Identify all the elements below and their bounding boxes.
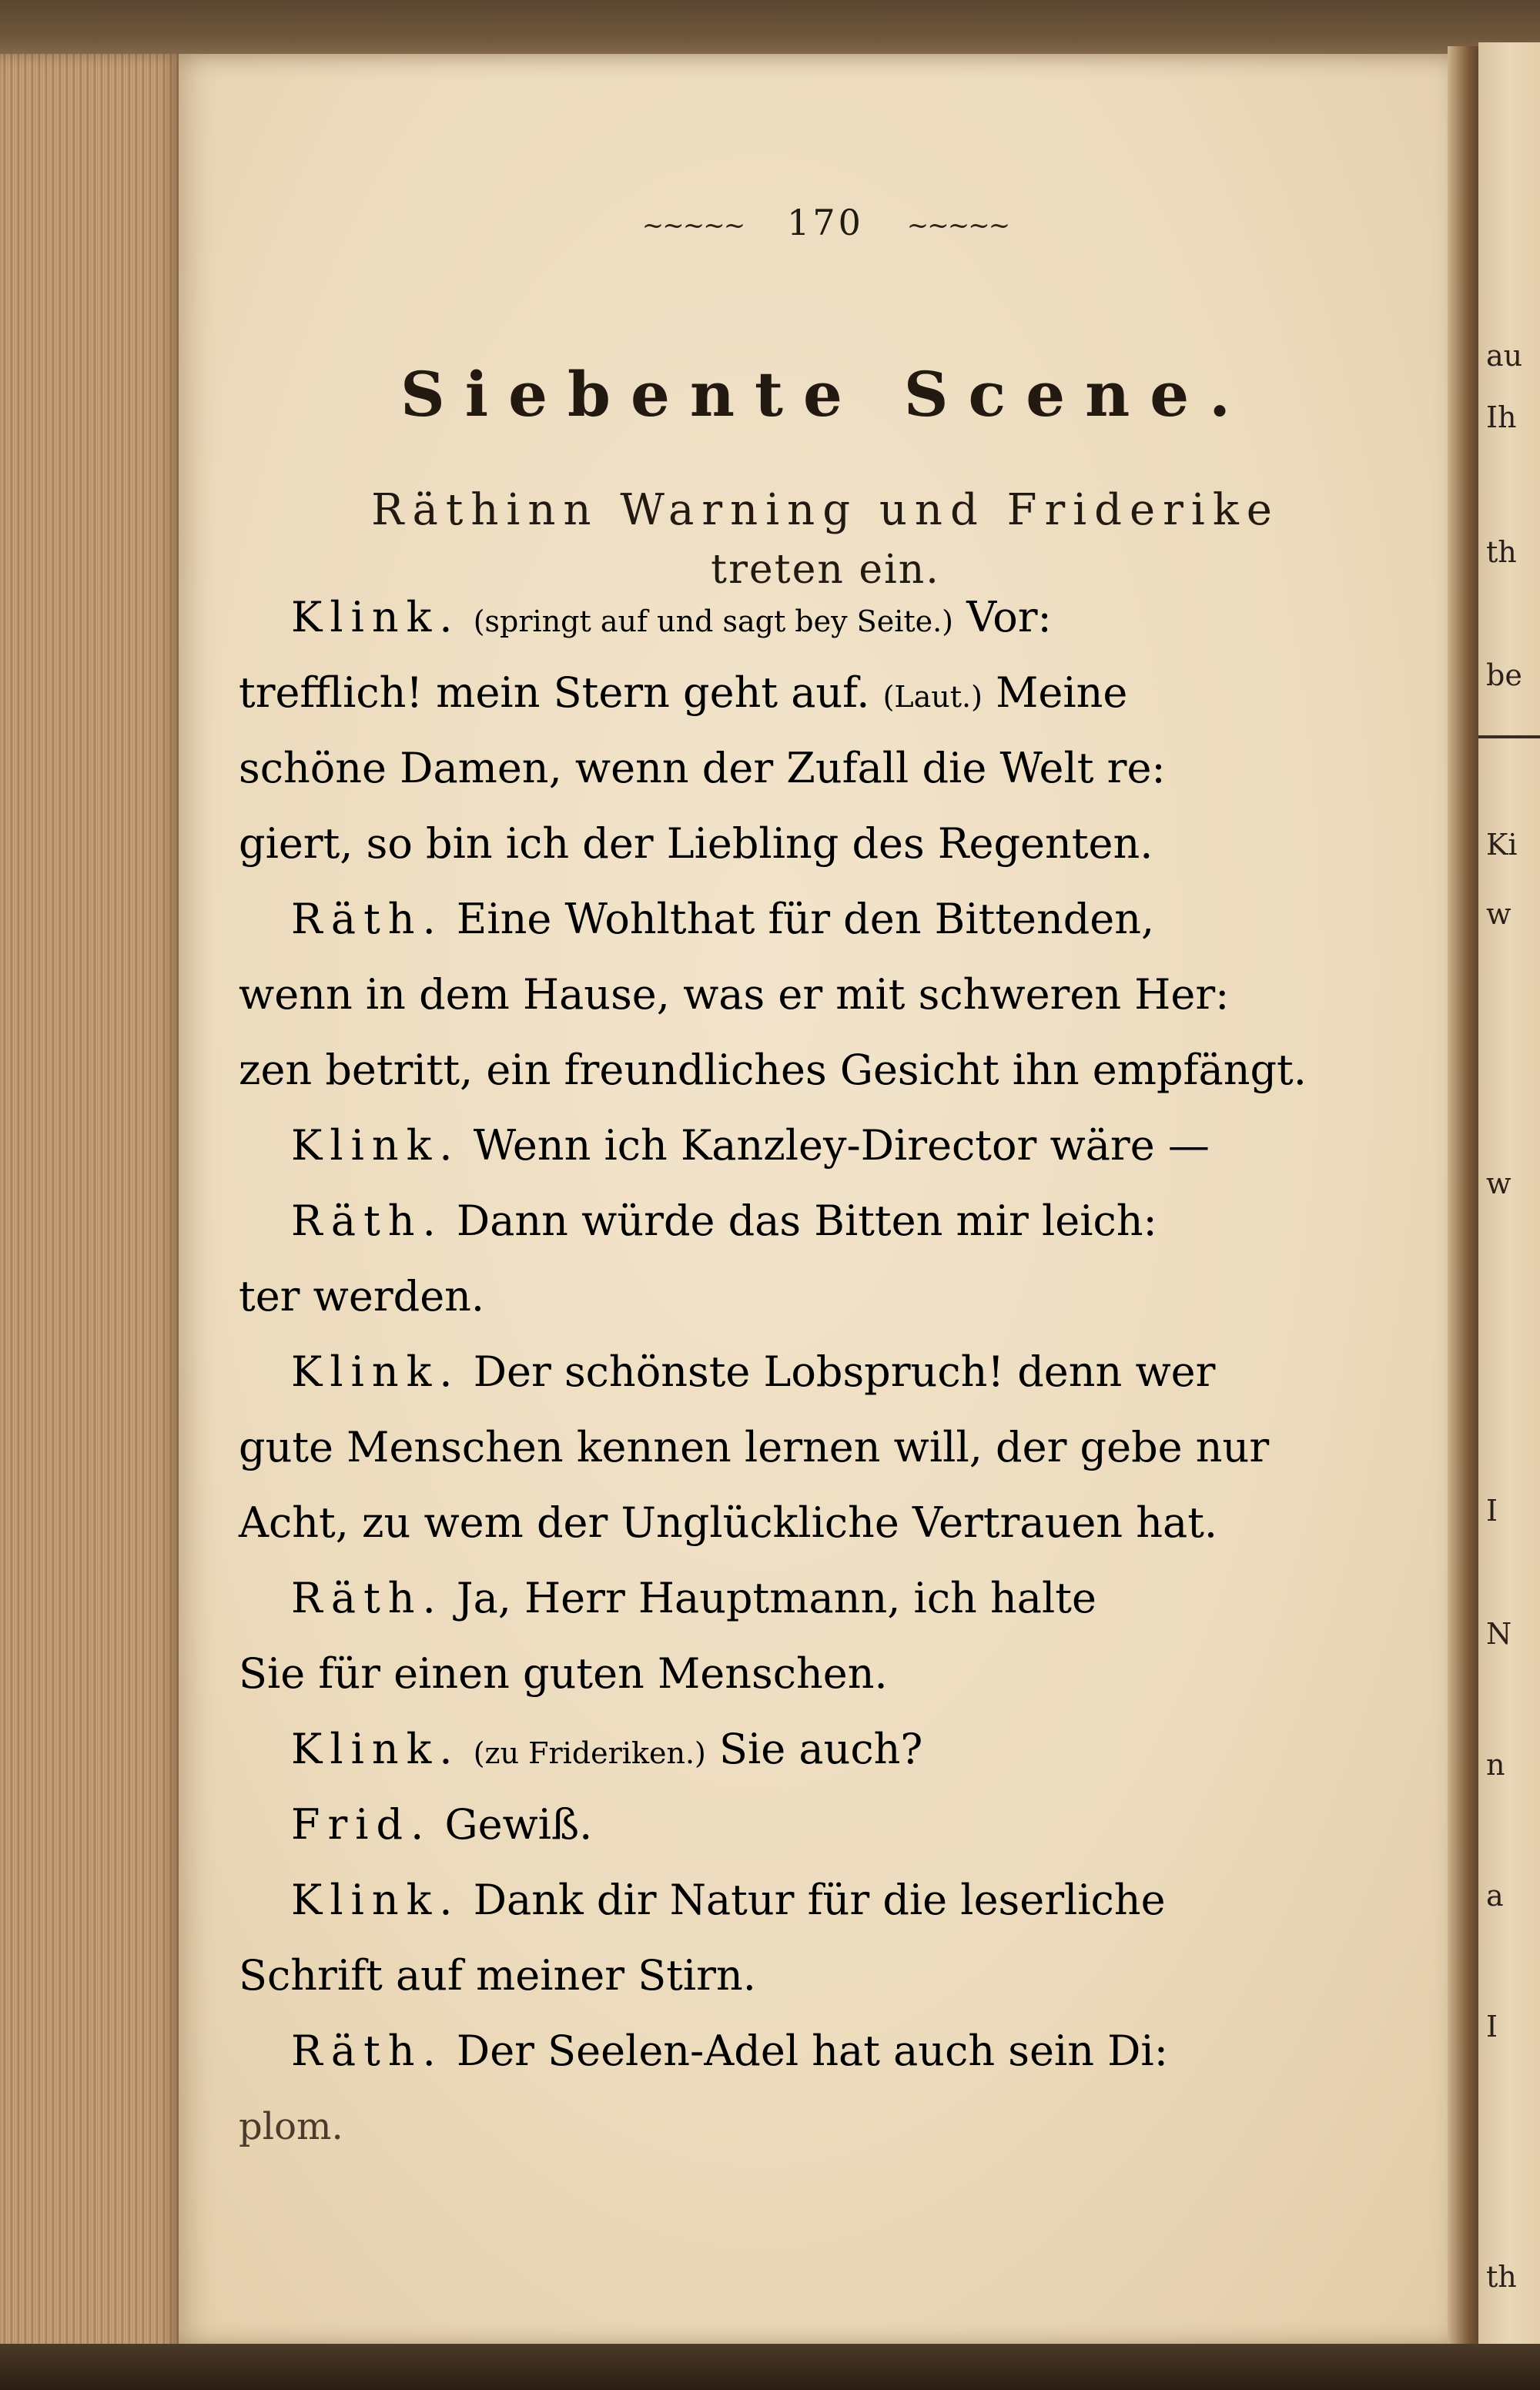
- ornament-right: ~~~~~: [906, 210, 1009, 241]
- facing-page-edge: [1478, 42, 1540, 2352]
- facing-page-fragment: th: [1486, 535, 1517, 569]
- text-line: zen betritt, ein freundliches Gesicht ihn empfängt.: [239, 1046, 1307, 1094]
- stage-direction-line-1: Räthinn Warning und Friderike: [371, 485, 1280, 535]
- text-line: [291, 1800, 592, 1849]
- text-line: Sie für einen guten Menschen.: [239, 1649, 888, 1698]
- text-line: [291, 1347, 1215, 1397]
- page-edges: [0, 54, 181, 2356]
- stage-direction-line-2: treten ein.: [711, 547, 940, 593]
- speaker: Klink.: [291, 1121, 460, 1170]
- text-line: [291, 1121, 1210, 1170]
- text-line: ter werden.: [239, 1272, 485, 1321]
- facing-page-fragment: Ih: [1486, 400, 1517, 434]
- line-text: Dann würde das Bitten mir leich:: [443, 1197, 1157, 1245]
- line-text: Der Seelen-Adel hat auch sein Di:: [443, 2027, 1168, 2075]
- book-cover-top: [0, 0, 1540, 62]
- line-text: Dank dir Natur für die leserliche: [460, 1876, 1166, 1924]
- facing-page-fragment: a: [1486, 1879, 1504, 1913]
- text-line: [291, 593, 1052, 646]
- text-line: [291, 1574, 1096, 1623]
- facing-page-fragment: th: [1486, 2260, 1517, 2294]
- line-text: Meine: [982, 668, 1128, 717]
- line-text: Ja, Herr Hauptmann, ich halte: [443, 1574, 1096, 1622]
- text-line: [291, 2027, 1168, 2076]
- line-text: Vor:: [953, 593, 1052, 641]
- scene-title: Siebente Scene.: [400, 358, 1251, 430]
- line-text: Gewiß.: [431, 1800, 593, 1849]
- line-text: Wenn ich Kanzley-Director wäre —: [460, 1121, 1210, 1170]
- text-line: gute Menschen kennen lernen will, der gebe nur: [239, 1423, 1270, 1471]
- text-line: Schrift auf meiner Stirn.: [239, 1951, 756, 2000]
- facing-page-fragment: n: [1486, 1748, 1505, 1782]
- text-line: schöne Damen, wenn der Zufall die Welt re:: [239, 744, 1166, 792]
- speaker: Frid.: [291, 1800, 432, 1849]
- book-cover-bottom: [0, 2344, 1540, 2390]
- stage-direction: (zu Frideriken.): [473, 1736, 706, 1770]
- facing-page-fragment: w: [1486, 897, 1512, 931]
- speaker: Räth.: [291, 1197, 444, 1245]
- line-text: Der schönste Lobspruch! denn wer: [460, 1347, 1216, 1396]
- speaker: Klink.: [291, 1876, 460, 1924]
- text-line: giert, so bin ich der Liebling des Regenten.: [239, 819, 1153, 868]
- speaker: Räth.: [291, 1574, 444, 1622]
- text-line: plom.: [239, 2105, 343, 2148]
- speaker: Klink.: [291, 593, 460, 641]
- speaker: Klink.: [291, 1725, 460, 1773]
- text-line: [291, 1876, 1166, 1925]
- speaker: Klink.: [291, 1347, 460, 1396]
- text-line: [291, 1197, 1157, 1246]
- line-text: Sie auch?: [705, 1725, 923, 1773]
- speaker: Räth.: [291, 2027, 444, 2075]
- text-line: [239, 668, 1127, 721]
- stage-direction: (springt auf und sagt bey Seite.): [473, 604, 954, 638]
- facing-page-fragment: N: [1486, 1617, 1512, 1651]
- stage-direction: (Laut.): [882, 680, 983, 714]
- facing-page-fragment: be: [1486, 658, 1522, 692]
- facing-page-rule: [1478, 735, 1540, 738]
- text-line: wenn in dem Hause, was er mit schweren Her:: [239, 970, 1230, 1019]
- facing-page-fragment: w: [1486, 1167, 1512, 1200]
- text-line: [291, 1725, 922, 1778]
- text-line: Acht, zu wem der Unglückliche Vertrauen hat.: [239, 1498, 1218, 1547]
- page-number-line: [179, 202, 1472, 243]
- facing-page-fragment: I: [1486, 1494, 1498, 1528]
- text-line: [291, 895, 1154, 944]
- page-number: 170: [787, 202, 864, 243]
- line-text: Eine Wohlthat für den Bittenden,: [443, 895, 1155, 943]
- facing-page-fragment: I: [1486, 2010, 1498, 2044]
- facing-page-fragment: Ki: [1486, 828, 1518, 862]
- facing-page-fragment: au: [1486, 339, 1523, 373]
- ornament-left: ~~~~~: [641, 210, 745, 241]
- line-text: trefflich! mein Stern geht auf.: [239, 668, 883, 717]
- speaker: Räth.: [291, 895, 444, 943]
